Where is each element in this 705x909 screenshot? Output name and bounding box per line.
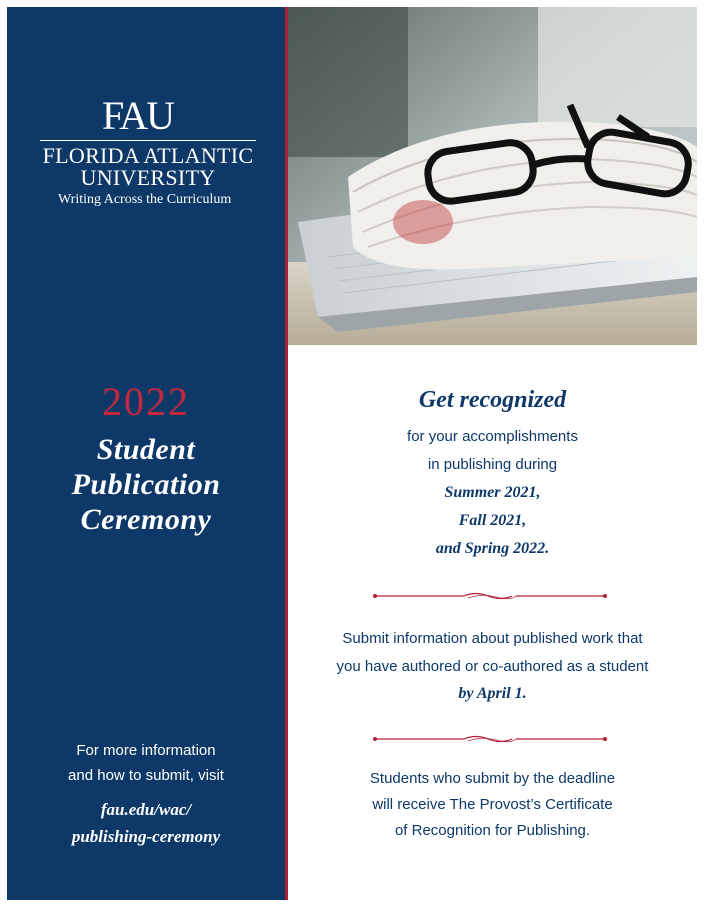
university-name-line1: FLORIDA ATLANTIC bbox=[42, 143, 254, 168]
event-title-line: Publication bbox=[71, 468, 221, 501]
event-title-line: Ceremony bbox=[80, 503, 212, 536]
event-year: 2022 bbox=[102, 379, 190, 424]
intro-line: for your accomplishments bbox=[407, 428, 578, 445]
logo-divider bbox=[40, 140, 256, 141]
submission-link[interactable] bbox=[7, 796, 285, 850]
more-info-line: and how to submit, visit bbox=[68, 767, 224, 784]
submit-line: you have authored or co-authored as a student bbox=[336, 658, 649, 675]
event-title bbox=[7, 432, 285, 537]
more-info-line: For more information bbox=[76, 742, 216, 759]
deadline: by April 1. bbox=[458, 685, 527, 702]
event-title-line: Student bbox=[96, 433, 196, 466]
more-info-text bbox=[7, 738, 285, 788]
fau-logo-mark: FAU bbox=[102, 93, 174, 138]
eligible-terms bbox=[288, 479, 697, 563]
fau-logo bbox=[40, 93, 260, 209]
headline: Get recognized bbox=[418, 387, 567, 413]
submit-instructions bbox=[288, 625, 697, 681]
ornament-divider bbox=[372, 590, 608, 602]
term-item: Fall 2021, bbox=[458, 512, 527, 529]
submit-line: Submit information about published work that bbox=[342, 630, 643, 647]
newspaper-glasses-photo bbox=[288, 7, 697, 345]
program-name: Writing Across the Curriculum bbox=[58, 192, 232, 207]
intro-line: in publishing during bbox=[427, 456, 558, 473]
reward-text bbox=[288, 766, 697, 844]
reward-line: will receive The Provost’s Certificate bbox=[372, 796, 613, 813]
term-item: Summer 2021, bbox=[444, 484, 541, 501]
reward-line: Students who submit by the deadline bbox=[369, 770, 616, 787]
intro-text bbox=[288, 423, 697, 479]
ornament-divider bbox=[372, 733, 608, 745]
reward-line: of Recognition for Publishing. bbox=[394, 822, 591, 839]
submission-link-line[interactable]: publishing-ceremony bbox=[71, 827, 221, 846]
term-item: and Spring 2022. bbox=[435, 540, 550, 557]
submission-link-line[interactable]: fau.edu/wac/ bbox=[100, 800, 192, 819]
university-name-line2: UNIVERSITY bbox=[80, 165, 216, 190]
